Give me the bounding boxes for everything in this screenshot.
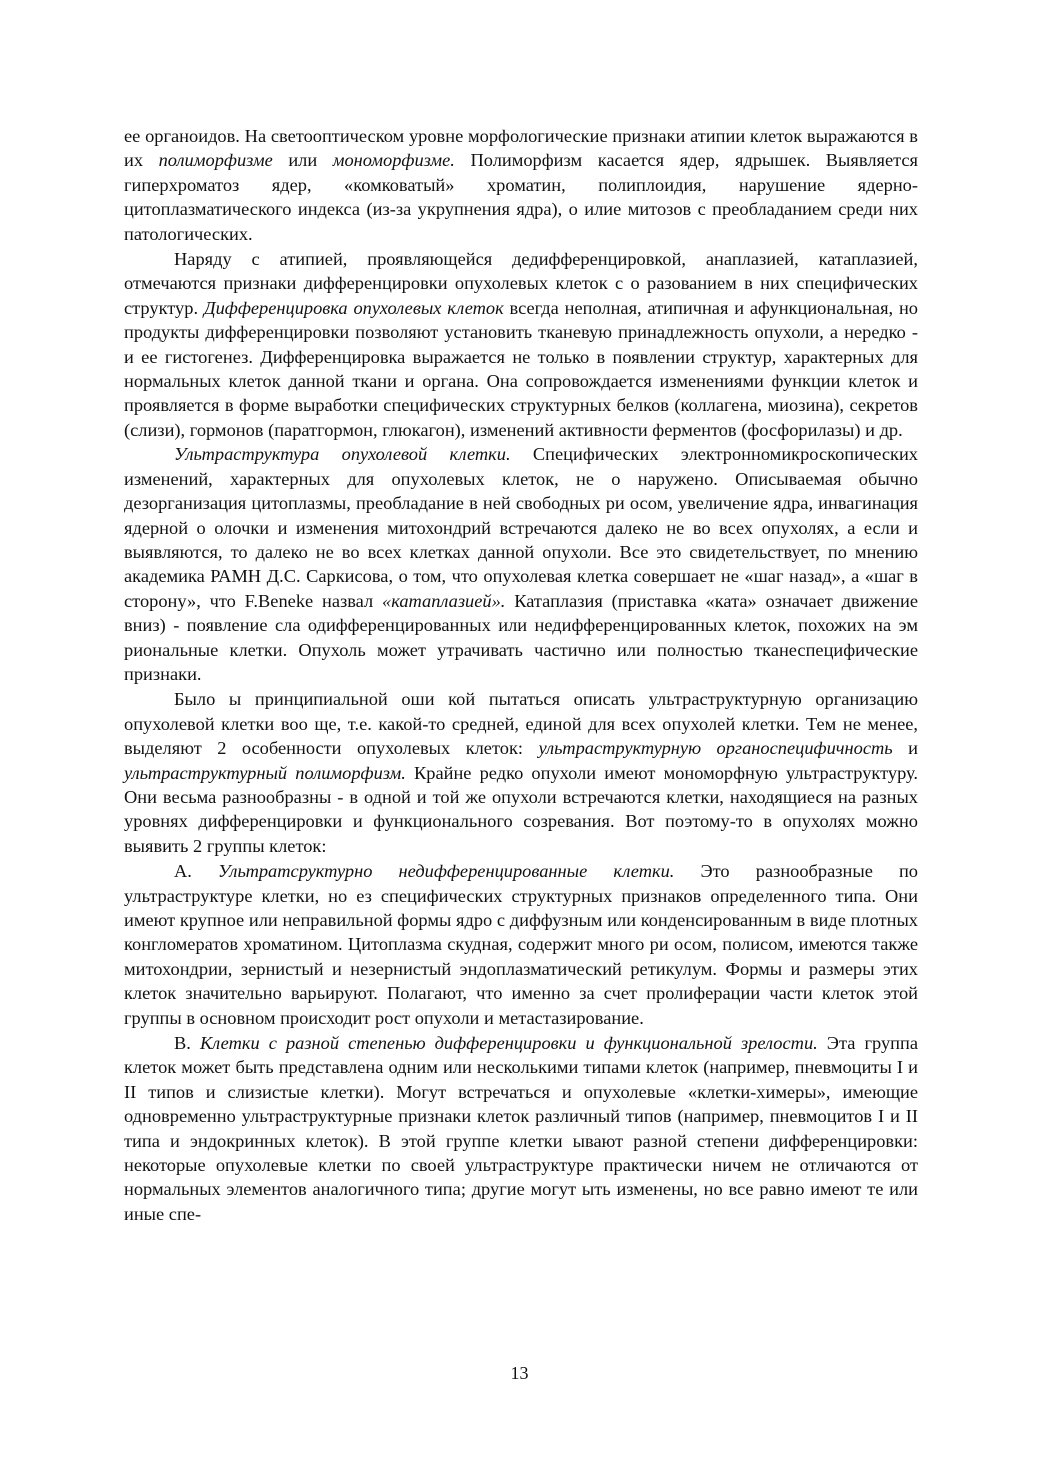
- paragraph: [124, 687, 918, 858]
- italic-text-run: Ультраструктура опухолевой клетки.: [174, 444, 511, 465]
- text-run: ее органоидов. На светооптическом уровне морфологические признаки атипии клеток выражаются в их: [124, 126, 918, 171]
- text-run: В.: [174, 1033, 200, 1054]
- paragraph: [124, 1031, 918, 1226]
- text-run: и: [892, 738, 918, 759]
- text-run: всегда неполная, атипичная и афункциональная, но продукты дифференцировки позволяют установить тканевую принадлежность опухоли, а нередко - и ее гистогенез. Дифференцировка выражается не только в появлении структур, характерных для нормальных клеток данной ткани и органа. Она сопровождается изменениями функции клеток и проявляется в форме выработки специфических структурных белков (коллагена, миозина), секретов (слизи), гормонов (паратгормон, глюкагон), изменений активности ферментов (фосфорилазы) и др.: [124, 297, 918, 440]
- italic-text-run: «катаплазией».: [382, 590, 506, 611]
- paragraph: [124, 247, 918, 442]
- text-run: Наряду с атипией, проявляющейся дедифференцировкой, анаплазией, катаплазией, отмечаются признаки дифференцировки опухолевых клеток с о разованием в них специфических структур.: [124, 249, 918, 318]
- text-run: Полиморфизм касается ядер, ядрышек. Выявляется гиперхроматоз ядер, «комковатый» хроматин, полиплоидия, нарушение ядерно-цитоплазматического индекса (из-за укрупнения ядра), о илие митозов с преобладанием среди них патологических.: [124, 150, 918, 244]
- text-run: Эта группа клеток может быть представлена одним или несколькими типами клеток (например, пневмоциты I и II типов и слизистые клетки). Могут встречаться и опухолевые «клетки-химеры», имеющие одновременно ультраструктурные признаки клеток различный типов (например, пневмоцитов I и II типа и эндокринных клеток). В этой группе клетки ывают разной степени дифференцировки: некоторые опухолевые клетки по своей ультраструктуре практически ничем не отличаются от нормальных элементов аналогичного типа; другие могут ыть изменены, но все равно имеют те или иные спе-: [124, 1033, 918, 1224]
- paragraph: [124, 442, 918, 686]
- italic-text-run: Клетки с разной степенью дифференцировки и функциональной зрелости.: [199, 1033, 818, 1054]
- text-run: Это разнообразные по ультраструктуре клетки, но ез специфических структурных признаков определенного типа. Они имеют крупное или неправильной формы ядро с диффузным или конденсированным в виде плотных конгломератов хроматином. Цитоплазма скудная, содержит много ри осом, полисом, имеются также митохондрии, зернистый и незернистый эндоплазматический ретикулум. Формы и размеры этих клеток значительно варьируют. Полагают, что именно за счет пролиферации части клеток этой группы в основном происходит рост опухоли и метастазирование.: [124, 861, 918, 1028]
- italic-text-run: Дифференцировка опухолевых клеток: [203, 297, 504, 318]
- paragraph: [124, 859, 918, 1030]
- text-run: Катаплазия (приставка «ката» означает движение вниз) - появление сла одифференцированных или недифференцированных клеток, похожих на эм риональные клетки. Опухоль может утрачивать частично или полностью тканеспецифические признаки.: [124, 590, 919, 684]
- italic-text-run: ультраструктурный полиморфизм.: [124, 762, 406, 783]
- paragraph: [124, 124, 918, 246]
- text-run: Крайне редко опухоли имеют мономорфную ультраструктуру. Они весьма разнообразны - в одной и той же опухоли встречаются клетки, находящиеся на разных уровнях дифференцировки и функционального созревания. Вот поэтому-то в опухолях можно выявить 2 группы клеток:: [124, 762, 918, 856]
- document-page: [124, 124, 918, 1226]
- text-run: Было ы принципиальной оши кой пытаться описать ультраструктурную организацию опухолевой клетки воо ще, т.е. какой-то средней, единой для всех опухолей клетки. Тем не менее, выделяют 2 особенности опухолевых клеток:: [124, 689, 918, 759]
- text-run: Специфических электронномикроскопических изменений, характерных для опухолевых клеток, не о наружено. Описываемая обычно дезорганизация цитоплазмы, преобладание в ней свободных ри осом, увеличение ядра, инвагинация ядерной о олочки и изменения митохондрий встречаются далеко не во всех опухолях, а если и выявляются, то далеко не во всех клетках данной опухоли. Все это свидетельствует, по мнению академика РАМН Д.С. Саркисова, о том, что опухолевая клетка совершает не «шаг назад», а «шаг в сторону», что F.Beneke назвал: [124, 444, 918, 611]
- text-run: или: [272, 150, 333, 171]
- italic-text-run: ультраструктурную органоспецифичность: [538, 738, 893, 759]
- italic-text-run: полиморфизме: [158, 150, 273, 171]
- italic-text-run: Ультратсруктурно недифференцированные клетки.: [217, 861, 675, 882]
- text-run: А.: [174, 861, 218, 882]
- page-number: 13: [510, 1363, 529, 1383]
- italic-text-run: мономорфизме.: [332, 150, 455, 171]
